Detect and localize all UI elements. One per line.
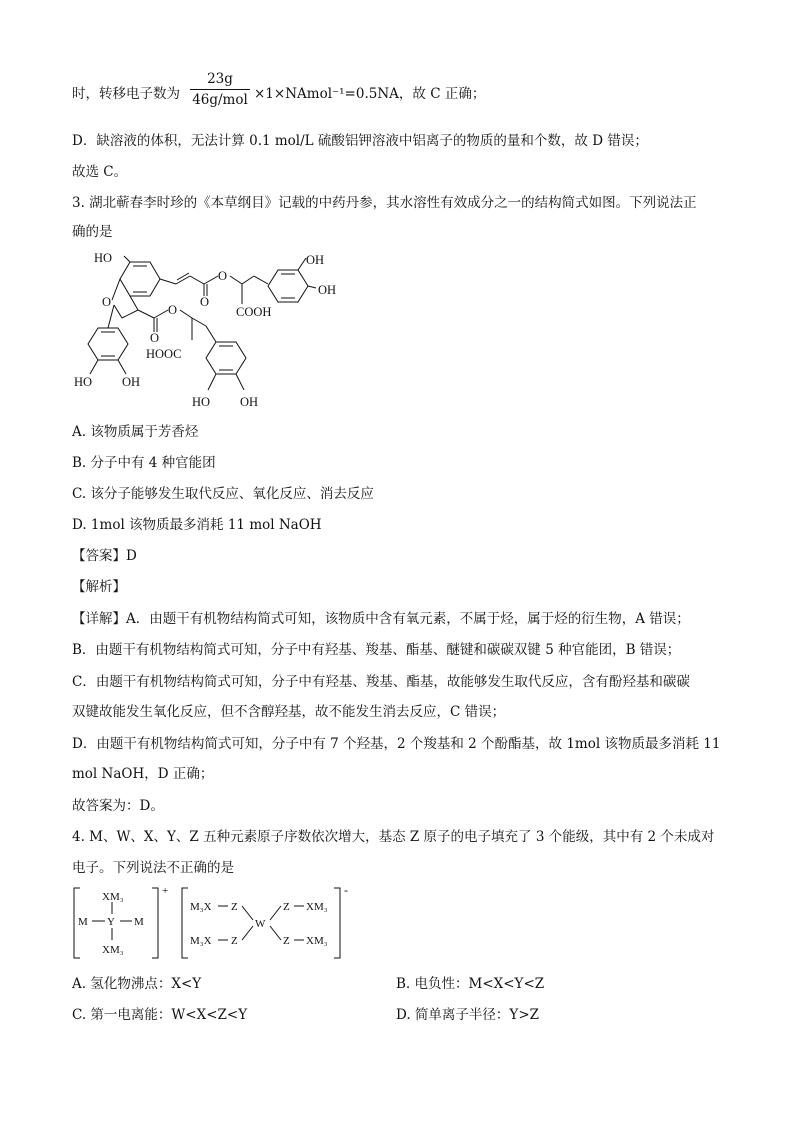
q4-option-b: B. 电负性：M<X<Y<Z xyxy=(396,976,545,992)
q3-option-d: D. 1mol 该物质最多消耗 11 mol NaOH xyxy=(72,517,322,533)
q3-answer xyxy=(72,546,137,566)
anion-xm3-top-right: XM₃ xyxy=(306,901,328,913)
prev-line-1-prefix: 时，转移电子数为 xyxy=(72,86,180,102)
catechol-ring-bottom-left xyxy=(88,328,128,360)
analysis-line-2: B．由题干有机物结构简式可知，分子中有羟基、羧基、酯基、醚键和碳碳双键 5 种官能团，B 错误； xyxy=(72,642,681,658)
anion-z-bottom-left: Z xyxy=(231,935,238,947)
q3-option-a: A. 该物质属于芳香烃 xyxy=(72,424,199,440)
label-cooh: COOH xyxy=(236,305,272,319)
anion-w: W xyxy=(255,918,266,930)
benzo-ring xyxy=(120,262,160,296)
label-oh-bottom-right: OH xyxy=(240,395,259,409)
prev-choose: 故选 C。 xyxy=(72,164,128,180)
label-o-carbonyl-1: O xyxy=(200,295,210,309)
label-o-ester-2: O xyxy=(168,303,178,317)
cation-charge: + xyxy=(162,885,169,897)
answer-value: D xyxy=(126,548,137,564)
analysis-line-4: 双键故能发生氧化反应，但不含醇羟基，故不能发生消去反应，C 错误； xyxy=(72,704,506,720)
prev-line-d: D．缺溶液的体积，无法计算 0.1 mol/L 硫酸铝钾溶液中铝离子的物质的量和个数，故 D 错误； xyxy=(72,133,648,149)
fraction-bar xyxy=(190,89,250,90)
cation-xm3-bottom: XM₃ xyxy=(102,944,124,956)
q3-stem-line-2: 确的是 xyxy=(72,224,113,240)
q3-option-b: B. 分子中有 4 种官能团 xyxy=(72,455,216,471)
analysis-tag: 【解析】 xyxy=(72,579,126,595)
anion-xm3-bottom-right: XM₃ xyxy=(306,935,328,947)
anion-m3x-bottom-left: M₃X xyxy=(190,935,212,947)
q3-structure-diagram xyxy=(72,248,372,416)
cation-y: Y xyxy=(107,916,115,928)
anion-z-top-right: Z xyxy=(283,901,290,913)
q4-ion-diagram xyxy=(72,884,372,962)
label-hooc: HOOC xyxy=(146,347,182,361)
label-ho-top: HO xyxy=(94,251,113,265)
anion-m3x-top-left: M₃X xyxy=(190,901,212,913)
cation-m-right: M xyxy=(134,916,144,928)
analysis-line-3: C．由题干有机物结构简式可知，分子中有羟基、羧基、酯基，故能够发生取代反应，含有酚羟基和碳碳 xyxy=(72,674,690,690)
label-o-carbonyl-2: O xyxy=(150,331,160,345)
cation-m-left: M xyxy=(78,916,88,928)
q4-option-d: D. 简单离子半径：Y>Z xyxy=(396,1007,540,1023)
prev-line-1 xyxy=(72,84,180,104)
catechol-ring-right xyxy=(268,270,308,302)
analysis-line-5: D．由题干有机物结构简式可知，分子中有 7 个羟基，2 个羧基和 2 个酚酯基，故 1mol 该物质最多消耗 11 xyxy=(72,736,721,752)
label-o-ring: O xyxy=(102,295,112,309)
anion-z-top-left: Z xyxy=(231,901,238,913)
label-oh-1: OH xyxy=(306,253,325,267)
fraction-numerator: 23g xyxy=(207,71,233,87)
q4-stem-line-1: 4. M、W、X、Y、Z 五种元素原子序数依次增大，基态 Z 原子的电子填充了 3 个能级，其中有 2 个未成对 xyxy=(72,829,715,845)
cation-xm3-top: XM₃ xyxy=(102,891,124,903)
q4-option-a: A. 氢化物沸点：X<Y xyxy=(72,976,202,992)
analysis-line-1: 【详解】A．由题干有机物结构简式可知，该物质中含有氧元素，不属于烃，属于烃的衍生物，A 错误； xyxy=(72,611,690,627)
fraction-denominator: 46g/mol xyxy=(192,92,248,108)
answer-tag: 【答案】 xyxy=(72,548,126,564)
label-o-ester-1: O xyxy=(218,269,228,283)
prev-line-1-suffix: ×1×NAmol⁻¹=0.5NA，故 C 正确； xyxy=(254,86,486,102)
catechol-ring-bottom-right xyxy=(206,342,246,374)
analysis-line-6: mol NaOH，D 正确； xyxy=(72,766,214,782)
label-oh-bottom-left: OH xyxy=(122,375,141,389)
q3-option-c: C. 该分子能够发生取代反应、氧化反应、消去反应 xyxy=(72,486,374,502)
anion-charge: - xyxy=(344,884,348,897)
anion-z-bottom-right: Z xyxy=(283,935,290,947)
q3-stem-line-1: 3. 湖北蕲春李时珍的《本草纲目》记载的中药丹参，其水溶性有效成分之一的结构简式如图。下列说法正 xyxy=(72,195,697,211)
q4-stem-line-2: 电子。下列说法不正确的是 xyxy=(72,860,234,876)
label-ho-bottom-right: HO xyxy=(192,395,211,409)
label-oh-2: OH xyxy=(318,283,337,297)
analysis-line-7: 故答案为：D。 xyxy=(72,798,164,814)
label-ho-bottom-left: HO xyxy=(74,375,93,389)
q4-option-c: C. 第一电离能：W<X<Z<Y xyxy=(72,1007,248,1023)
fraction xyxy=(190,70,250,109)
